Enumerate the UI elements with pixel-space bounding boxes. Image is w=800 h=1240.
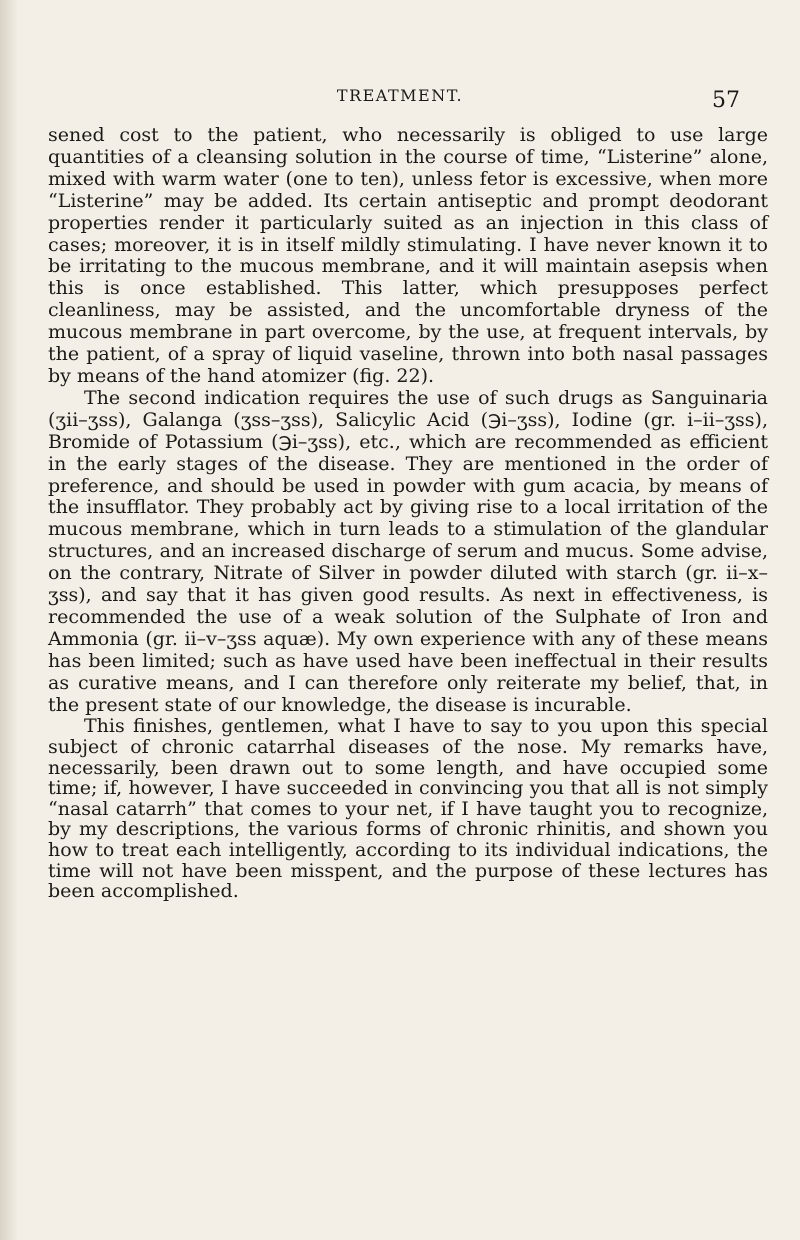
page-number: 57: [712, 88, 740, 113]
paragraph-conclusion: This finishes, gentlemen, what I have to say to you upon this special subject of chronic catarrhal diseases of the nose. My remarks have, necessarily, been drawn out to some length, and have occupied some time; if, however, I have succeeded in convincing you that all is not simply “nasal catarrh” that comes to your net, if I have taught you to recognize, by my descriptions, the various forms of chronic rhinitis, and shown you how to treat each intelligently, according to its individual indications, the time will not have been misspent, and the purpose of these lectures has been accomplished.: [48, 715, 768, 903]
body-text: [48, 125, 768, 902]
page-edge-shadow: [0, 0, 18, 1240]
paragraph-second-indication: The second indication requires the use of such drugs as Sanguinaria (ʒii–ʒss), Galanga (ʒss–ʒss), Salicylic Acid (℈i–ʒss), Iodine (gr. i–ii–ʒss), Bromide of Potassium (℈i–ʒss), etc., which are recommended as efficient in the early stages of the disease. They are mentioned in the order of preference, and should be used in powder with gum acacia, by means of the insufflator. They probably act by giving rise to a local irritation of the mucous membrane, which in turn leads to a stimulation of the glandular structures, and an increased discharge of serum and mucus. Some advise, on the contrary, Nitrate of Silver in powder diluted with starch (gr. ii–x–ʒss), and say that it has given good results. As next in effectiveness, is recommended the use of a weak solution of the Sulphate of Iron and Ammonia (gr. ii–v–ʒss aquæ). My own experience with any of these means has been limited; such as have used have been ineffectual in their results as curative means, and I can therefore only reiterate my belief, that, in the present state of our knowledge, the disease is incurable.: [48, 386, 768, 716]
page-header: [0, 80, 800, 120]
running-head: TREATMENT.: [336, 86, 464, 105]
paragraph-listerine: sened cost to the patient, who necessarily is obliged to use large quantities of a cleansing solution in the course of time, “Listerine” alone, mixed with warm water (one to ten), unless fetor is excessive, when more “Listerine” may be added. Its certain antiseptic and prompt deodorant properties render it particularly suited as an injection in this class of cases; moreover, it is in itself mildly stimulating. I have never known it to be irritating to the mucous membrane, and it will maintain asepsis when this is once established. This latter, which presupposes perfect cleanliness, may be assisted, and the uncomfortable dryness of the mucous membrane in part overcome, by the use, at frequent intervals, by the patient, of a spray of liquid vaseline, thrown into both nasal passages by means of the hand atomizer (fig. 22).: [48, 124, 768, 387]
